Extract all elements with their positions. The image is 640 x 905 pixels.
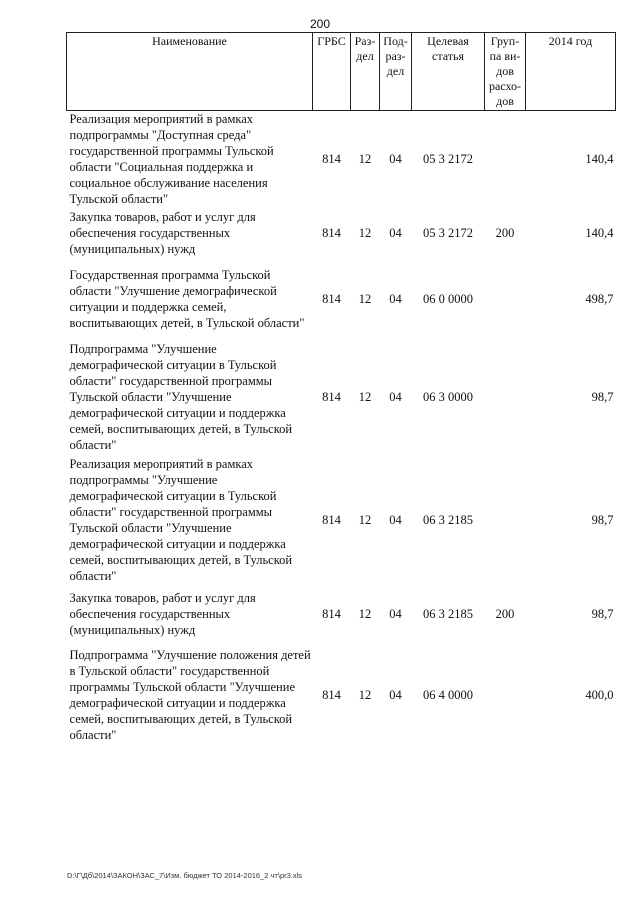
header-name: Наименование bbox=[67, 33, 313, 111]
row-name: Подпрограмма "Улучшение демографической ситуации в Тульской области" государственной программы Тульской области "Улучшение демографической ситуации и поддержка семей, воспитывающих детей, в Тульской области" bbox=[69, 342, 293, 452]
row-podrazdel: 04 bbox=[389, 513, 402, 527]
row-group: 200 bbox=[495, 226, 515, 240]
row-group bbox=[485, 259, 526, 339]
row-grbs: 814 bbox=[322, 688, 341, 702]
table-row bbox=[67, 111, 616, 208]
row-name: Реализация мероприятий в рамках подпрограммы "Улучшение демографической ситуации в Тульской области" государственной программы Тульской области "Улучшение демографической ситуации и поддержка семей, воспитывающих детей, в Тульской области" bbox=[69, 457, 293, 583]
header-year: 2014 год bbox=[526, 33, 616, 111]
row-group bbox=[485, 339, 526, 455]
row-razdel: 12 bbox=[358, 226, 372, 240]
row-target: 05 3 2172 bbox=[423, 152, 473, 166]
header-podrazdel: Под-раз-дел bbox=[380, 33, 412, 111]
budget-table bbox=[66, 32, 616, 747]
row-razdel: 12 bbox=[358, 607, 372, 621]
row-amount: 400,0 bbox=[585, 688, 614, 702]
row-grbs: 814 bbox=[322, 292, 341, 306]
row-amount: 140,4 bbox=[585, 226, 614, 240]
header-grbs: ГРБС bbox=[313, 33, 351, 111]
row-grbs: 814 bbox=[322, 226, 341, 240]
row-name: Реализация мероприятий в рамках подпрограммы "Доступная среда" государственной программы Тульской области "Социальная поддержка и социальное обслуживание населения Тульской области" bbox=[69, 112, 274, 206]
row-name: Закупка товаров, работ и услуг для обеспечения государственных (муниципальных) нужд bbox=[69, 210, 256, 256]
row-grbs: 814 bbox=[322, 390, 341, 404]
row-podrazdel: 04 bbox=[389, 390, 402, 404]
row-podrazdel: 04 bbox=[389, 607, 402, 621]
page-number: 200 bbox=[309, 17, 331, 31]
table-row bbox=[67, 339, 616, 455]
row-grbs: 814 bbox=[322, 607, 341, 621]
row-podrazdel: 04 bbox=[389, 292, 402, 306]
row-group bbox=[485, 111, 526, 208]
row-amount: 98,7 bbox=[591, 513, 614, 527]
row-podrazdel: 04 bbox=[389, 688, 402, 702]
row-razdel: 12 bbox=[358, 688, 372, 702]
row-amount: 98,7 bbox=[591, 607, 614, 621]
table-row bbox=[67, 455, 616, 585]
table-row bbox=[67, 259, 616, 339]
row-razdel: 12 bbox=[358, 513, 372, 527]
file-path-footer: D:\Г\Дб\2014\ЗАКОН\ЗАС_7\Изм. бюджет ТО 2014-2016_2 чт\рr3.xls bbox=[67, 871, 303, 880]
row-podrazdel: 04 bbox=[389, 226, 402, 240]
row-group bbox=[485, 643, 526, 747]
row-amount: 140,4 bbox=[585, 152, 614, 166]
row-target: 05 3 2172 bbox=[423, 226, 473, 240]
row-razdel: 12 bbox=[358, 292, 372, 306]
row-amount: 498,7 bbox=[585, 292, 614, 306]
table-header-row bbox=[67, 33, 616, 111]
row-razdel: 12 bbox=[358, 152, 372, 166]
row-amount: 98,7 bbox=[591, 390, 614, 404]
row-name: Подпрограмма "Улучшение положения детей в Тульской области" государственной программы Тульской области "Улучшение демографической ситуации и поддержка семей, воспитывающих детей, в Тульской области" bbox=[69, 648, 311, 742]
row-group bbox=[485, 455, 526, 585]
row-target: 06 3 0000 bbox=[423, 390, 473, 404]
table-row bbox=[67, 207, 616, 259]
header-group: Груп-па ви-дов расхо-дов bbox=[485, 33, 526, 111]
table-row bbox=[67, 585, 616, 643]
row-target: 06 3 2185 bbox=[423, 513, 473, 527]
row-grbs: 814 bbox=[322, 152, 341, 166]
header-razdel: Раз-дел bbox=[351, 33, 380, 111]
row-group: 200 bbox=[495, 607, 515, 621]
row-target: 06 0 0000 bbox=[423, 292, 473, 306]
row-target: 06 4 0000 bbox=[423, 688, 473, 702]
table-row bbox=[67, 643, 616, 747]
row-razdel: 12 bbox=[358, 390, 372, 404]
row-grbs: 814 bbox=[322, 513, 341, 527]
row-podrazdel: 04 bbox=[389, 152, 402, 166]
header-target: Целевая статья bbox=[412, 33, 485, 111]
row-target: 06 3 2185 bbox=[423, 607, 473, 621]
row-name: Закупка товаров, работ и услуг для обеспечения государственных (муниципальных) нужд bbox=[69, 591, 256, 637]
row-name: Государственная программа Тульской области "Улучшение демографической ситуации и поддержка семей, воспитывающих детей, в Тульской области" bbox=[69, 268, 305, 330]
